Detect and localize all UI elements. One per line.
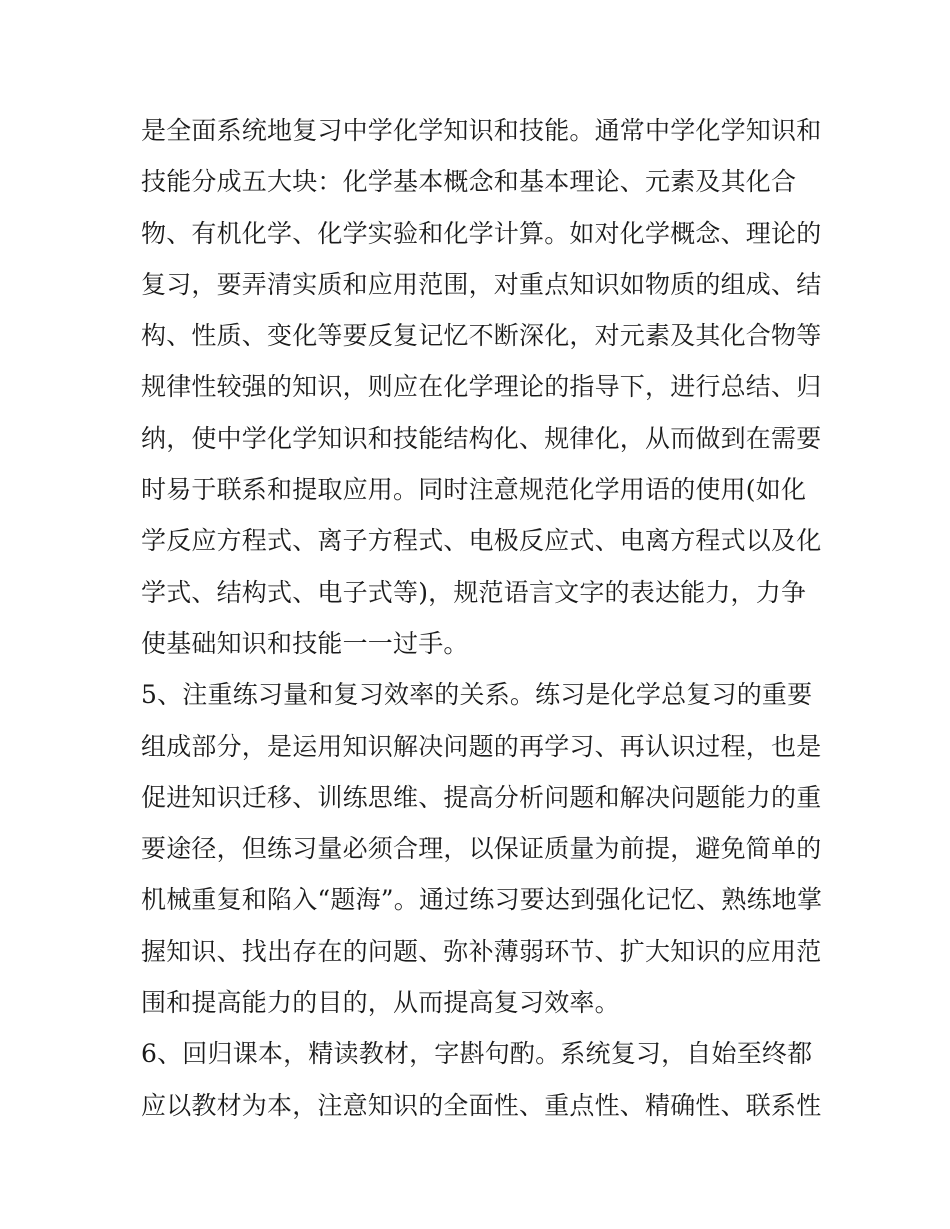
text-line: 学反应方程式、离子方程式、电极反应式、电离方程式以及化 (141, 526, 822, 556)
text-line: 规律性较强的知识，则应在化学理论的指导下，进行总结、归 (141, 372, 822, 402)
text-line: 促进知识迁移、训练思维、提高分析问题和解决问题能力的重 (141, 782, 822, 812)
text-line: 物、有机化学、化学实验和化学计算。如对化学概念、理论的 (141, 218, 822, 248)
text-line: 围和提高能力的目的，从而提高复习效率。 (141, 988, 620, 1018)
text-line: 机械重复和陷入“题海”。通过练习要达到强化记忆、熟练地掌 (141, 885, 823, 915)
text-line: 构、性质、变化等要反复记忆不断深化，对元素及其化合物等 (141, 321, 822, 351)
text-line: 应以教材为本，注意知识的全面性、重点性、精确性、联系性 (141, 1090, 822, 1120)
text-line: 技能分成五大块：化学基本概念和基本理论、元素及其化合 (141, 167, 797, 197)
text-line: 要途径，但练习量必须合理，以保证质量为前提，避免简单的 (141, 834, 822, 864)
text-line: 纳，使中学化学知识和技能结构化、规律化，从而做到在需要 (141, 423, 822, 453)
text-line: 握知识、找出存在的问题、弥补薄弱环节、扩大知识的应用范 (141, 936, 822, 966)
text-line: 学式、结构式、电子式等)，规范语言文字的表达能力，力争 (141, 577, 807, 607)
text-line: 5、注重练习量和复习效率的关系。练习是化学总复习的重要 (141, 680, 813, 710)
text-line: 6、回归课本，精读教材，字斟句酌。系统复习，自始至终都 (141, 1039, 813, 1069)
text-line: 是全面系统地复习中学化学知识和技能。通常中学化学知识和 (141, 116, 822, 145)
text-line: 复习，要弄清实质和应用范围，对重点知识如物质的组成、结 (141, 269, 822, 299)
text-line: 组成部分，是运用知识解决问题的再学习、再认识过程，也是 (141, 731, 822, 761)
text-line: 使基础知识和技能一一过手。 (141, 628, 469, 658)
text-line: 时易于联系和提取应用。同时注意规范化学用语的使用(如化 (141, 475, 807, 505)
document-body (141, 105, 821, 1131)
